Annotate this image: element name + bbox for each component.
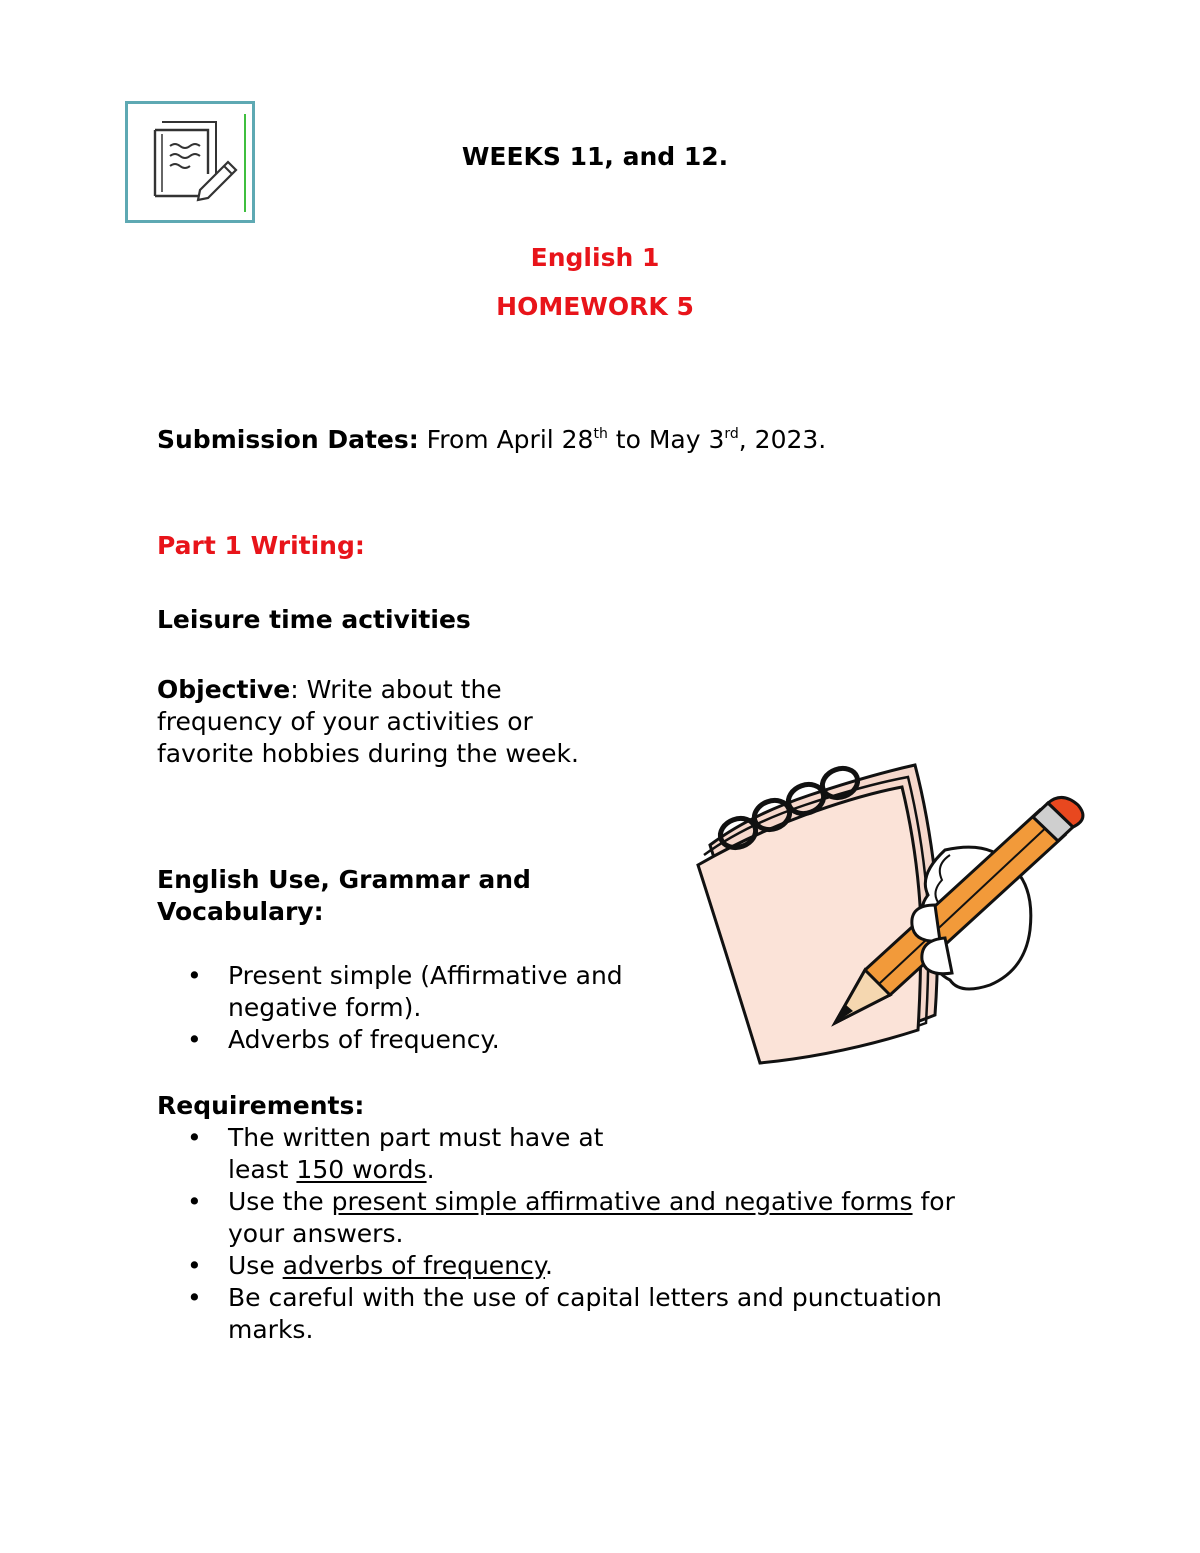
homework-title: HOMEWORK 5 [496, 292, 694, 321]
topic-title: Leisure time activities [157, 605, 471, 634]
list-item: • Present simple (Affirmative and negative form). [157, 960, 717, 1024]
list-item: • Adverbs of frequency. [157, 1024, 717, 1056]
weeks-heading: WEEKS 11, and 12. [461, 142, 729, 171]
objective: Objective: Write about the frequency of your activities or favorite hobbies during the week. [157, 675, 579, 768]
grammar-list [157, 960, 717, 1056]
requirements-title: Requirements: [157, 1091, 365, 1120]
hand-writing-notepad-illustration [690, 755, 1100, 1065]
writing-illustration [690, 755, 1100, 1065]
course-title: English 1 [530, 243, 660, 272]
objective-label: Objective [157, 675, 291, 704]
submission-label: Submission Dates: [157, 425, 419, 454]
requirements-list [157, 1122, 1057, 1346]
list-item: • Use the present simple affirmative and negative forms for your answers. [157, 1186, 1057, 1250]
part1-title: Part 1 Writing: [157, 531, 365, 560]
submission-dates: Submission Dates: From April 28th to May 3rd, 2023. [157, 425, 827, 454]
grammar-title: English Use, Grammar and Vocabulary: [157, 865, 531, 926]
list-item: • The written part must have at least 150 words. [157, 1122, 1057, 1186]
list-item: • Use adverbs of frequency. [157, 1250, 1057, 1282]
list-item: • Be careful with the use of capital letters and punctuation marks. [157, 1282, 1057, 1346]
